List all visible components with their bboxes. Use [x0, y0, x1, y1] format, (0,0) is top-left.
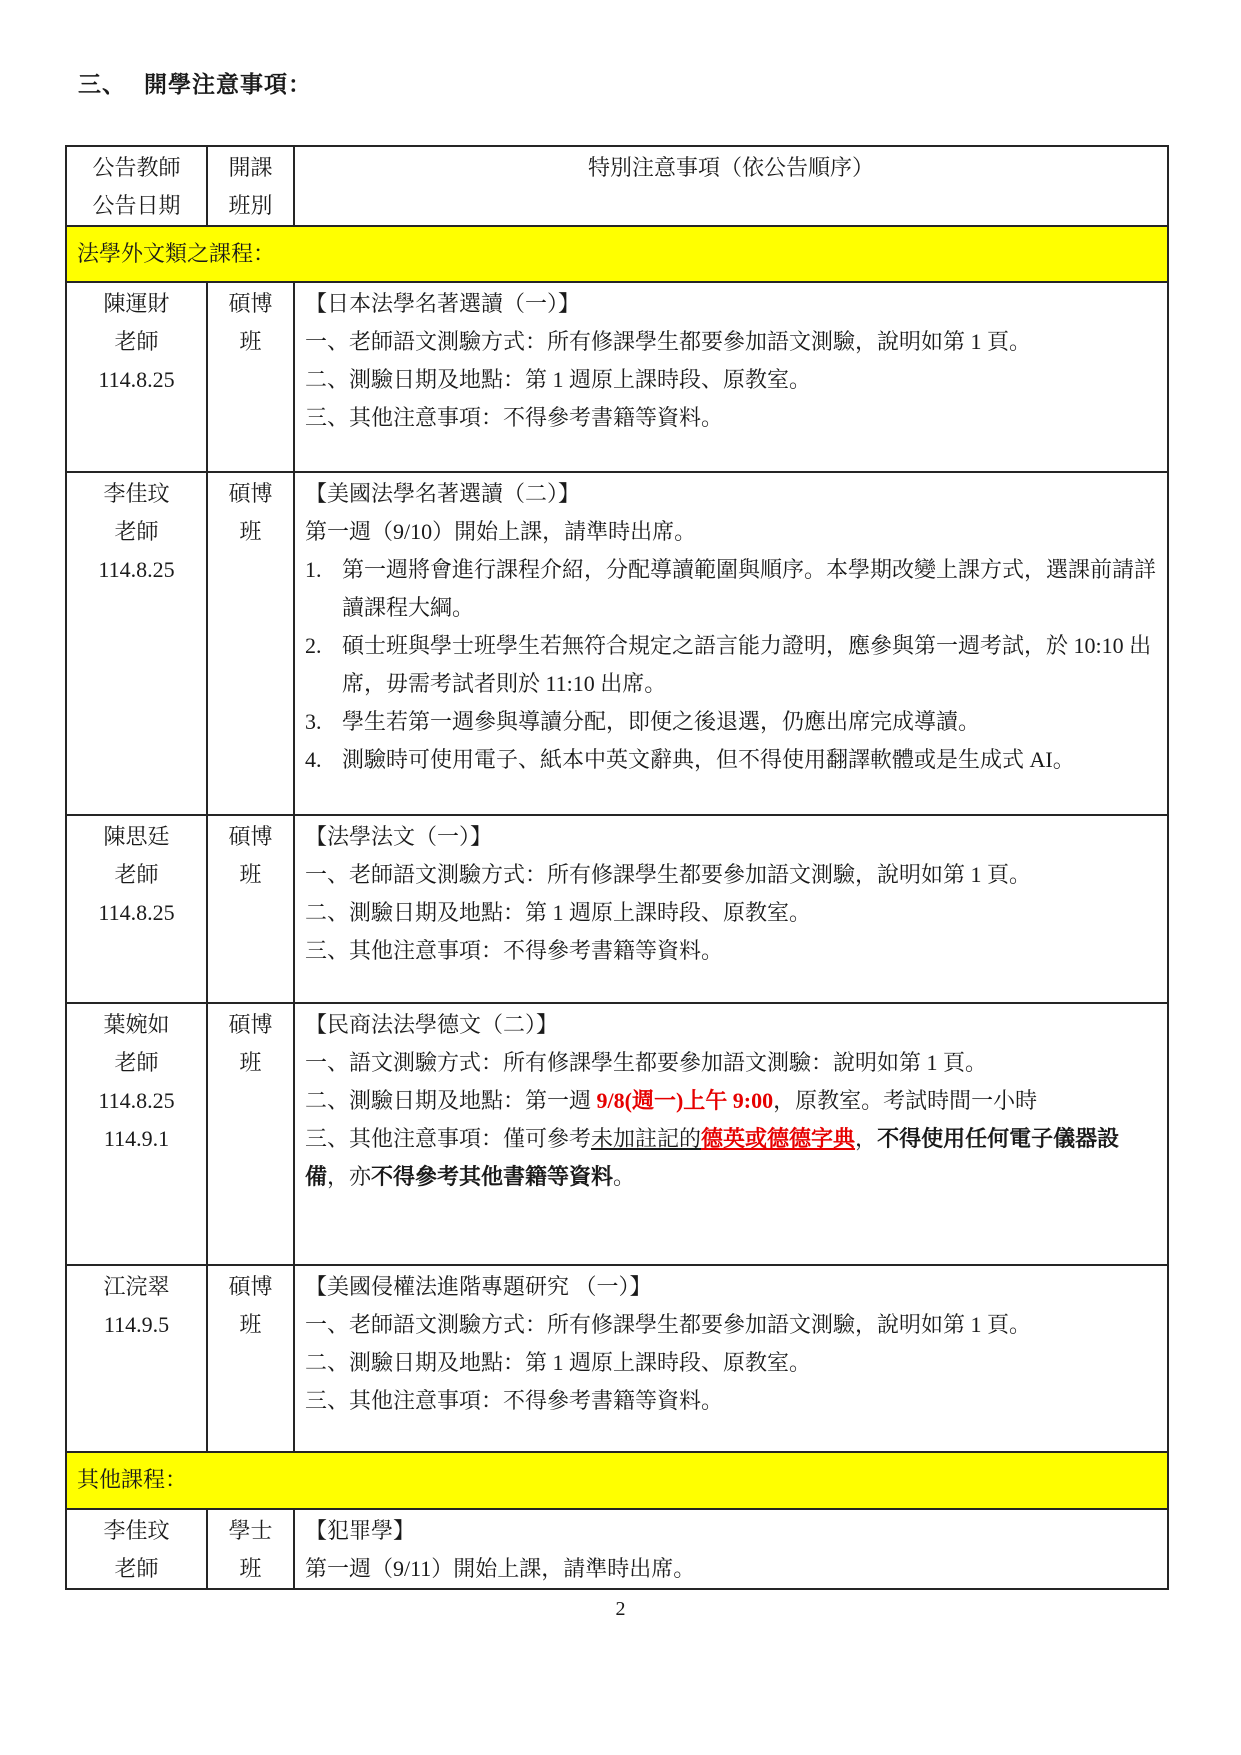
- class-type-line1: 碩博: [228, 824, 273, 849]
- teacher-name: 李佳玟: [103, 1518, 170, 1543]
- note-line: 一、老師語文測驗方式：所有修課學生都要參加語文測驗，說明如第 1 頁。: [305, 1312, 1032, 1337]
- item-marker: 1.: [305, 557, 322, 582]
- table-row: [66, 1509, 1168, 1589]
- note-text: 二、測驗日期及地點：第一週: [305, 1088, 597, 1113]
- notes-cell: [294, 815, 1168, 1003]
- item-text: 學生若第一週參與導讀分配，即便之後退選，仍應出席完成導讀。: [342, 709, 981, 734]
- note-line: 三、其他注意事項：不得參考書籍等資料。: [305, 405, 724, 430]
- course-title: 【犯罪學】: [305, 1518, 416, 1543]
- class-type-line2: 班: [239, 1556, 262, 1581]
- note-text: 。: [613, 1164, 636, 1189]
- header-class-cell: [207, 146, 294, 226]
- announce-date: 114.8.25: [98, 1088, 175, 1113]
- table-row: [66, 282, 1168, 472]
- teacher-cell: [66, 472, 207, 815]
- item-marker: 4.: [305, 747, 322, 772]
- table-row: [66, 472, 1168, 815]
- section-title: 開學注意事項：: [144, 72, 312, 97]
- note-line: [305, 1120, 1159, 1196]
- section-band-cell: [66, 1452, 1168, 1509]
- note-text: ，亦: [327, 1164, 372, 1189]
- item-text: 測驗時可使用電子、紙本中英文辭典，但不得使用翻譯軟體或是生成式 AI。: [342, 747, 1075, 772]
- section-heading: [78, 66, 312, 99]
- list-item: [305, 627, 1159, 703]
- class-type-line1: 碩博: [228, 1274, 273, 1299]
- note-line: 第一週（9/10）開始上課，請準時出席。: [305, 519, 697, 544]
- header-notes-label: 特別注意事項（依公告順序）: [587, 155, 874, 180]
- header-notes-cell: [294, 146, 1168, 226]
- note-line: 三、其他注意事項：不得參考書籍等資料。: [305, 1388, 724, 1413]
- course-title: 【法學法文（一）】: [305, 824, 493, 849]
- exam-time-alert: 9/8(週一)上午 9:00: [596, 1088, 774, 1113]
- item-marker: 2.: [305, 633, 322, 658]
- notes-cell: [294, 1265, 1168, 1452]
- notes-cell: [294, 1003, 1168, 1265]
- header-class-line1: 開課: [228, 155, 273, 180]
- note-text: ，: [855, 1126, 878, 1151]
- course-title: 【民商法法學德文（二）】: [305, 1012, 559, 1037]
- class-type-line2: 班: [239, 1050, 262, 1075]
- announce-date: 114.9.1: [103, 1126, 170, 1151]
- list-item: [305, 551, 1159, 627]
- note-line: 二、測驗日期及地點：第 1 週原上課時段、原教室。: [305, 367, 812, 392]
- class-type-line1: 學士: [228, 1518, 273, 1543]
- announce-date: 114.9.5: [103, 1312, 170, 1337]
- note-line: 一、老師語文測驗方式：所有修課學生都要參加語文測驗，說明如第 1 頁。: [305, 862, 1032, 887]
- teacher-name: 陳思廷: [103, 824, 170, 849]
- class-type-line1: 碩博: [228, 1012, 273, 1037]
- teacher-cell: [66, 1509, 207, 1589]
- table-row: [66, 1003, 1168, 1265]
- underlined-text: 未加註記的: [591, 1126, 702, 1151]
- teacher-cell: [66, 1003, 207, 1265]
- course-title: 【美國法學名著選讀（二）】: [305, 481, 581, 506]
- table-row: [66, 815, 1168, 1003]
- section-band-label: 其他課程：: [77, 1467, 188, 1493]
- note-line: 一、語文測驗方式：所有修課學生都要參加語文測驗：說明如第 1 頁。: [305, 1050, 988, 1075]
- teacher-title: 老師: [114, 1556, 159, 1581]
- item-marker: 3.: [305, 709, 322, 734]
- section-number: 三、: [78, 72, 126, 97]
- note-line: [305, 1082, 1159, 1120]
- class-cell: [207, 815, 294, 1003]
- notice-table: [65, 145, 1169, 1590]
- bold-restriction: 不得使用任何電子儀器設備: [305, 1126, 1120, 1189]
- header-teacher-line2: 公告日期: [92, 193, 181, 218]
- list-item: [305, 703, 1159, 741]
- notes-cell: [294, 282, 1168, 472]
- page-number: 2: [615, 1598, 626, 1620]
- section-band-other-courses: [66, 1452, 1168, 1509]
- class-cell: [207, 1265, 294, 1452]
- dictionary-alert: 德英或德德字典: [701, 1126, 856, 1151]
- teacher-title: 老師: [114, 329, 159, 354]
- section-band-label: 法學外文類之課程：: [77, 240, 276, 266]
- section-band-foreign-law: [66, 226, 1168, 282]
- teacher-title: 老師: [114, 862, 159, 887]
- course-title: 【美國侵權法進階專題研究 （一）】: [305, 1274, 652, 1299]
- teacher-cell: [66, 1265, 207, 1452]
- notes-cell: [294, 1509, 1168, 1589]
- teacher-cell: [66, 282, 207, 472]
- bold-restriction: 不得參考其他書籍等資料: [371, 1164, 614, 1189]
- class-type-line2: 班: [239, 329, 262, 354]
- class-type-line2: 班: [239, 519, 262, 544]
- note-line: 三、其他注意事項：不得參考書籍等資料。: [305, 938, 724, 963]
- teacher-title: 老師: [114, 1050, 159, 1075]
- note-text: ，原教室。考試時間一小時: [773, 1088, 1038, 1113]
- teacher-cell: [66, 815, 207, 1003]
- table-header-row: [66, 146, 1168, 226]
- note-line: 一、老師語文測驗方式：所有修課學生都要參加語文測驗，說明如第 1 頁。: [305, 329, 1032, 354]
- header-teacher-line1: 公告教師: [92, 155, 181, 180]
- announce-date: 114.8.25: [98, 367, 175, 392]
- teacher-name: 江浣翠: [103, 1274, 170, 1299]
- header-teacher-cell: [66, 146, 207, 226]
- class-cell: [207, 282, 294, 472]
- teacher-name: 陳運財: [103, 291, 170, 316]
- teacher-title: 老師: [114, 519, 159, 544]
- class-type-line1: 碩博: [228, 481, 273, 506]
- class-type-line2: 班: [239, 1312, 262, 1337]
- note-line: 二、測驗日期及地點：第 1 週原上課時段、原教室。: [305, 900, 812, 925]
- teacher-name: 葉婉如: [103, 1012, 170, 1037]
- list-item: [305, 741, 1159, 779]
- class-cell: [207, 472, 294, 815]
- teacher-name: 李佳玟: [103, 481, 170, 506]
- note-line: 二、測驗日期及地點：第 1 週原上課時段、原教室。: [305, 1350, 812, 1375]
- item-text: 第一週將會進行課程介紹，分配導讀範圍與順序。本學期改變上課方式，選課前請詳讀課程大綱。: [342, 557, 1157, 620]
- note-text: 三、其他注意事項：僅可參考: [305, 1126, 592, 1151]
- class-type-line2: 班: [239, 862, 262, 887]
- class-cell: [207, 1509, 294, 1589]
- note-line: 第一週（9/11）開始上課，請準時出席。: [305, 1556, 696, 1581]
- table-row: [66, 1265, 1168, 1452]
- class-cell: [207, 1003, 294, 1265]
- class-type-line1: 碩博: [228, 291, 273, 316]
- section-band-cell: [66, 226, 1168, 282]
- item-text: 碩士班與學士班學生若無符合規定之語言能力證明，應參與第一週考試，於 10:10 出席，毋需考試者則於 11:10 出席。: [342, 633, 1152, 696]
- course-title: 【日本法學名著選讀（一）】: [305, 291, 581, 316]
- announce-date: 114.8.25: [98, 557, 175, 582]
- header-class-line2: 班別: [228, 193, 273, 218]
- notes-cell: [294, 472, 1168, 815]
- announce-date: 114.8.25: [98, 900, 175, 925]
